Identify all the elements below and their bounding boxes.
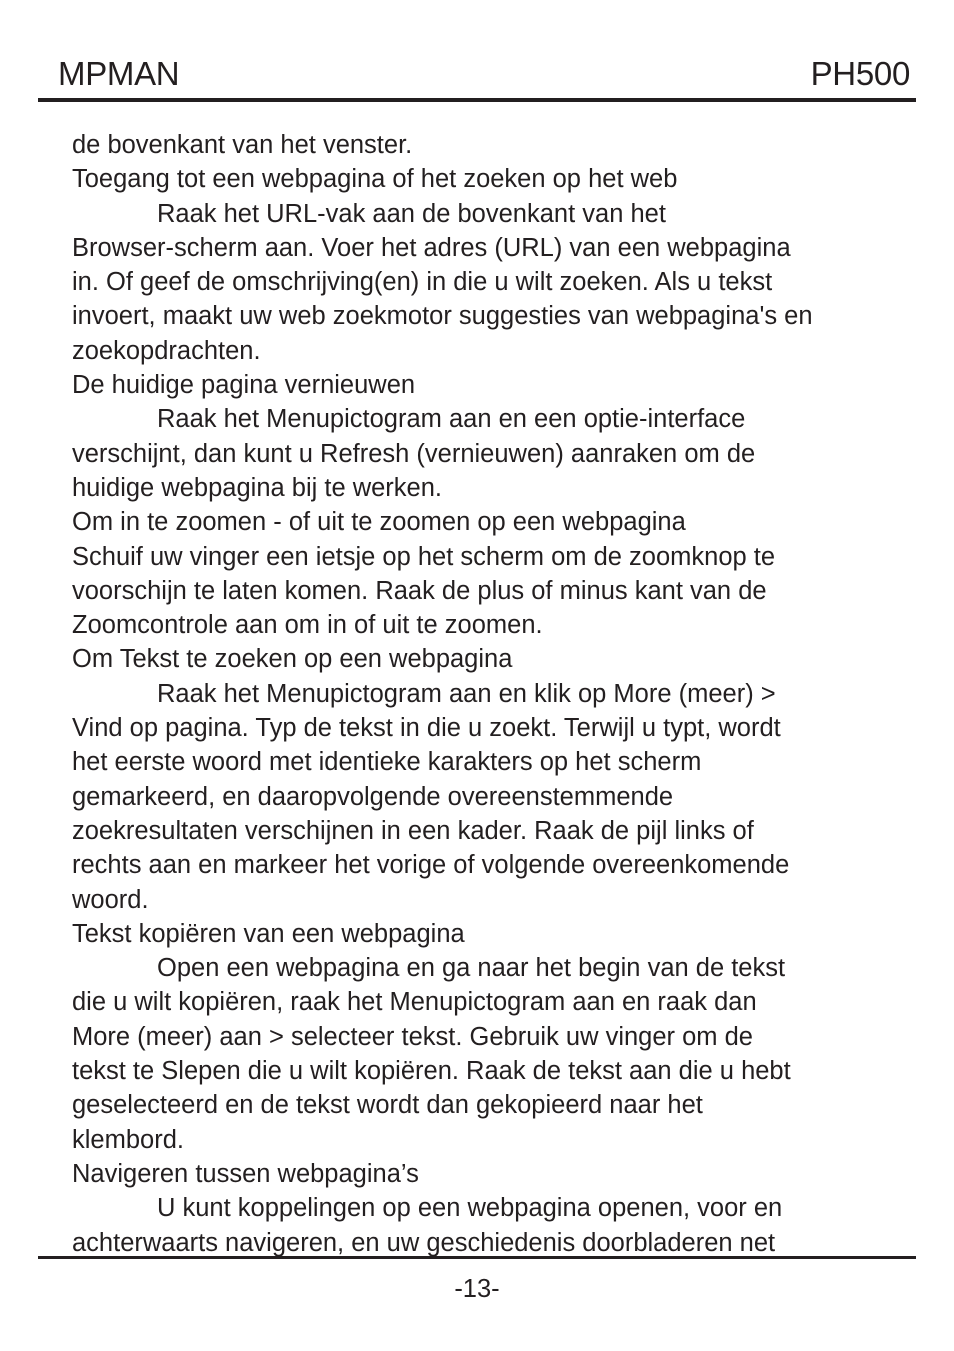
text-line: Navigeren tussen webpagina’s <box>72 1159 419 1188</box>
text-line: Open een webpagina en ga naar het begin van de tekst <box>157 954 786 983</box>
text-line: Raak het Menupictogram aan en een optie-interface <box>157 405 746 434</box>
text-line: Raak het Menupictogram aan en klik op More (meer) > <box>157 679 776 708</box>
text-line: rechts aan en markeer het vorige of volgende overeenkomende <box>72 851 790 880</box>
text-line: De huidige pagina vernieuwen <box>72 371 416 400</box>
text-line: geselecteerd en de tekst wordt dan gekopieerd naar het <box>72 1091 703 1120</box>
text-line: Zoomcontrole aan om in of uit te zoomen. <box>72 611 543 640</box>
text-line: Vind op pagina. Typ de tekst in die u zoekt. Terwijl u typt, wordt <box>72 714 781 743</box>
text-line: Toegang tot een webpagina of het zoeken op het web <box>72 165 678 194</box>
text-line: Raak het URL-vak aan de bovenkant van het <box>157 199 666 228</box>
text-line: het eerste woord met identieke karakters op het scherm <box>72 748 702 777</box>
text-line: invoert, maakt uw web zoekmotor suggesties van webpagina's en <box>72 302 813 331</box>
text-line: gemarkeerd, en daaropvolgende overeenstemmende <box>72 782 674 811</box>
header-model: PH500 <box>810 55 910 92</box>
text-line: Tekst kopiëren van een webpagina <box>72 919 465 948</box>
header-brand: MPMAN <box>58 55 180 92</box>
header-divider <box>38 98 916 102</box>
text-line: Schuif uw vinger een ietsje op het scherm om de zoomknop te <box>72 542 776 571</box>
page-number: -13- <box>454 1275 500 1303</box>
text-line: zoekopdrachten. <box>72 336 261 365</box>
text-line: Browser-scherm aan. Voer het adres (URL) van een webpagina <box>72 233 791 262</box>
text-line: achterwaarts navigeren, en uw geschiedenis doorbladeren net <box>72 1228 776 1257</box>
text-line: de bovenkant van het venster. <box>72 131 413 159</box>
text-line: tekst te Slepen die u wilt kopiëren. Raak de tekst aan die u hebt <box>72 1057 791 1086</box>
text-line: Om Tekst te zoeken op een webpagina <box>72 645 513 674</box>
footer-divider <box>38 1256 916 1259</box>
text-line: die u wilt kopiëren, raak het Menupictogram aan en raak dan <box>72 988 757 1017</box>
text-line: zoekresultaten verschijnen in een kader. Raak de pijl links of <box>72 816 754 845</box>
text-line: Om in te zoomen - of uit te zoomen op een webpagina <box>72 508 686 537</box>
page-body <box>72 128 902 1260</box>
text-line: U kunt koppelingen op een webpagina openen, voor en <box>157 1194 783 1223</box>
text-line: klembord. <box>72 1125 184 1154</box>
text-line: in. Of geef de omschrijving(en) in die u wilt zoeken. Als u tekst <box>72 268 773 297</box>
text-line: voorschijn te laten komen. Raak de plus of minus kant van de <box>72 576 767 605</box>
text-line: More (meer) aan > selecteer tekst. Gebruik uw vinger om de <box>72 1022 753 1051</box>
text-line: verschijnt, dan kunt u Refresh (vernieuwen) aanraken om de <box>72 439 756 468</box>
text-line: woord. <box>72 885 149 914</box>
text-line: huidige webpagina bij te werken. <box>72 473 442 502</box>
